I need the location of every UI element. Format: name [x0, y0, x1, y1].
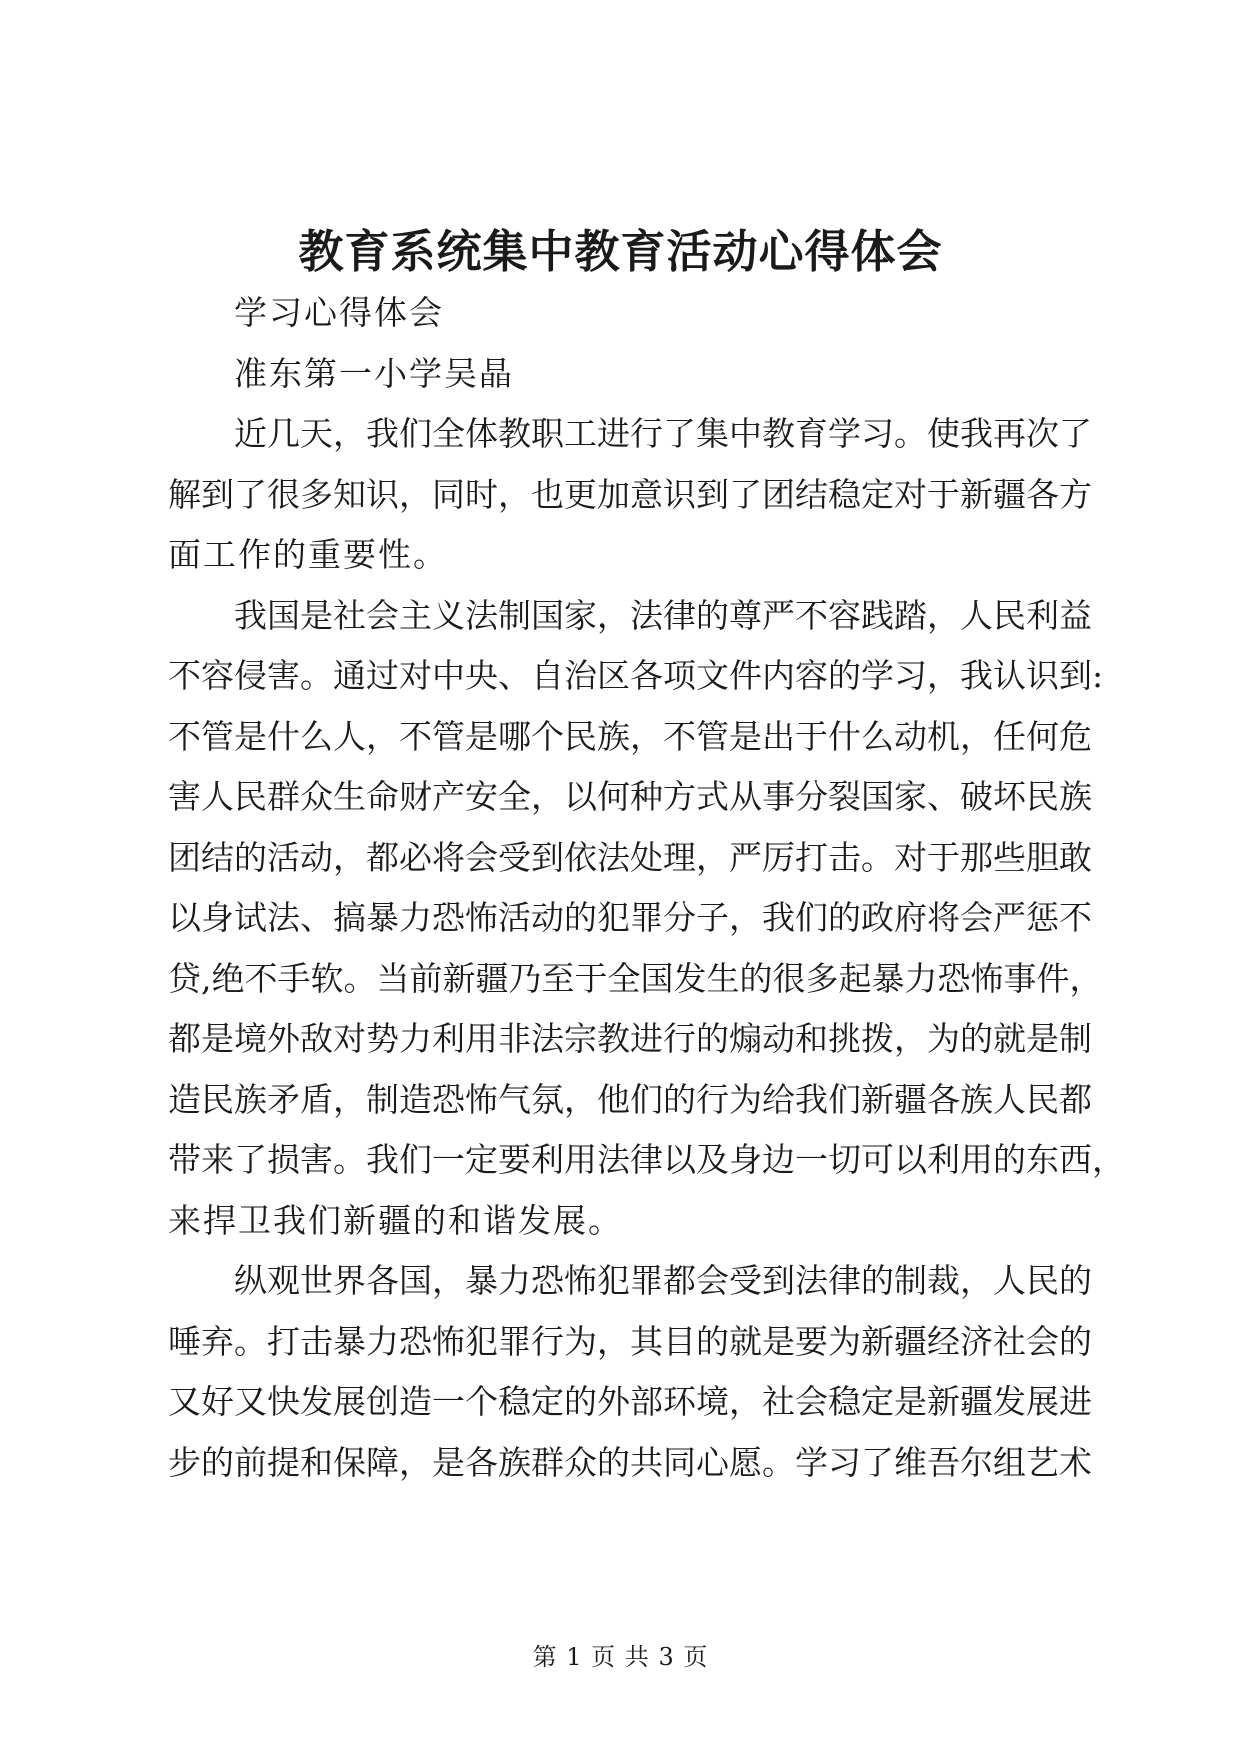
text-line: 都是境外敌对势力利用非法宗教进行的煽动和挑拨，为的就是制	[168, 1019, 1092, 1058]
text-line: 害人民群众生命财产安全，以何种方式从事分裂国家、破坏民族	[168, 777, 1092, 816]
text-line: 步的前提和保障，是各族群众的共同心愿。学习了维吾尔组艺术	[168, 1442, 1092, 1482]
text-line: 近几天，我们全体教职工进行了集中教育学习。使我再次了	[234, 414, 1092, 453]
text-line: 以身试法、搞暴力恐怖活动的犯罪分子，我们的政府将会严惩不	[168, 898, 1092, 937]
page-number-footer: 第 1 页 共 3 页	[532, 1643, 709, 1671]
text-line: 面工作的重要性。	[168, 535, 448, 574]
text-line: 不管是什么人，不管是哪个民族，不管是出于什么动机，任何危	[168, 716, 1092, 756]
text-line: 带来了损害。我们一定要利用法律以及身边一切可以利用的东西，	[168, 1140, 1125, 1179]
text-line: 团结的活动，都必将会受到依法处理，严厉打击。对于那些胆敢	[168, 837, 1092, 877]
text-line: 我国是社会主义法制国家，法律的尊严不容践踏，人民利益	[234, 595, 1092, 635]
text-line-author: 准东第一小学吴晶	[234, 353, 514, 393]
text-line: 不容侵害。通过对中央、自治区各项文件内容的学习，我认识到:	[168, 656, 1104, 695]
text-line: 来捍卫我们新疆的和谐发展。	[168, 1200, 623, 1240]
text-line: 造民族矛盾，制造恐怖气氛，他们的行为给我们新疆各族人民都	[168, 1079, 1092, 1119]
text-line: 又好又快发展创造一个稳定的外部环境，社会稳定是新疆发展进	[168, 1382, 1092, 1421]
text-line: 解到了很多知识，同时，也更加意识到了团结稳定对于新疆各方	[168, 474, 1092, 514]
document-title: 教育系统集中教育活动心得体会	[298, 225, 943, 278]
text-line: 唾弃。打击暴力恐怖犯罪行为，其目的就是要为新疆经济社会的	[168, 1321, 1092, 1361]
text-line: 贷,绝不手软。当前新疆乃至于全国发生的很多起暴力恐怖事件，	[168, 958, 1103, 998]
document-body	[168, 283, 1125, 1493]
text-line-subtitle: 学习心得体会	[234, 293, 444, 332]
text-line: 纵观世界各国，暴力恐怖犯罪都会受到法律的制裁，人民的	[234, 1261, 1092, 1300]
